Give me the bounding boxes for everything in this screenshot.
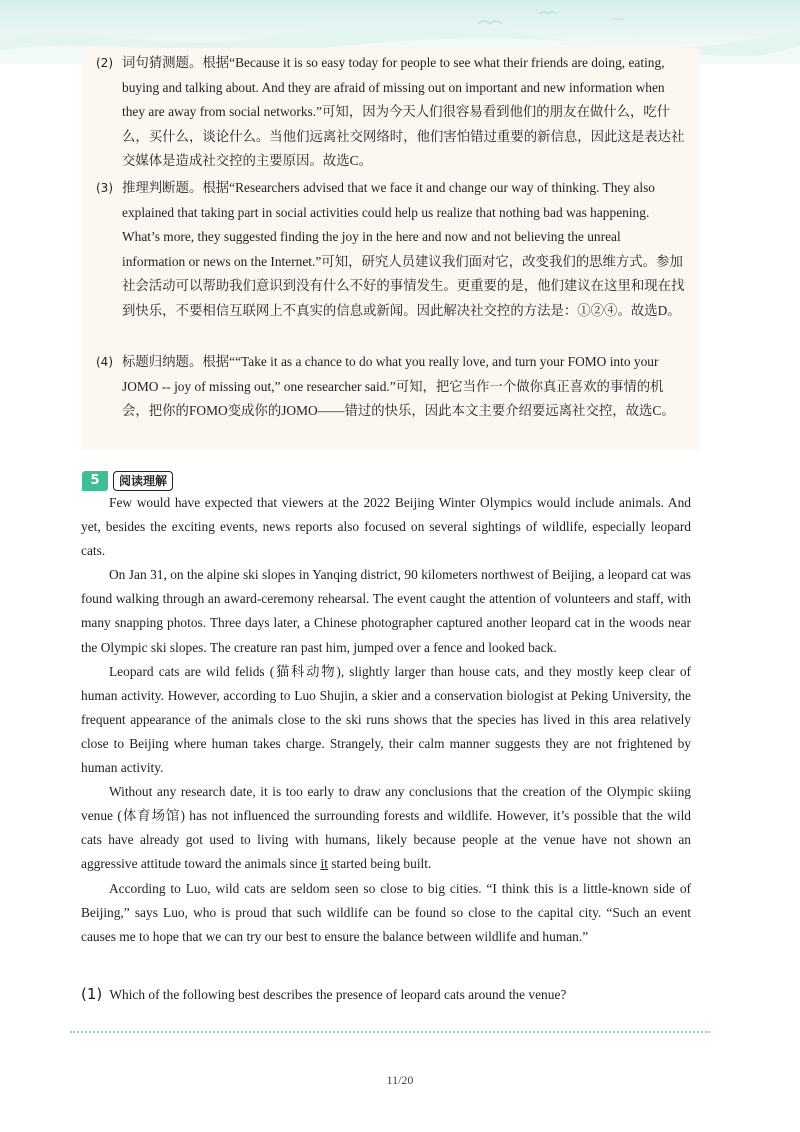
passage-paragraph: Few would have expected that viewers at the 2022 Beijing Winter Olympics would include animals. And yet, besides the exciting events, news reports also focused on several sightings of wildlife, especially leopard cats. (81, 495, 691, 559)
dotted-divider (70, 1031, 710, 1033)
explanation-item (96, 176, 686, 324)
explanation-number: (3) (96, 181, 113, 195)
passage-paragraph: According to Luo, wild cats are seldom seen so close to big cities. “I think this is a little-known side of Beijing,” says Luo, who is proud that such wildlife can be found so close to the capital city. “Such an event causes me to hope that we can try our best to ensure the balance between wildlife and human.” (81, 880, 691, 944)
question-number: (1) (81, 985, 103, 1003)
question-number-badge: 5 (82, 471, 108, 491)
reading-passage (81, 491, 691, 949)
explanation-item (96, 51, 686, 174)
passage-paragraph: On Jan 31, on the alpine ski slopes in Yanqing district, 90 kilometers northwest of Beijing, a leopard cat was found walking through an award-ceremony rehearsal. The event caught the attention of volunteers and staff, with many snapping photos. Three days later, a Chinese photographer captured another leopard cat in the woods near the Olympic ski slopes. The creature ran past him, jumped over a fence and looked back. (81, 567, 691, 655)
page-number: 11/20 (386, 1073, 414, 1087)
passage-text: started being built. (327, 856, 432, 872)
question-text: Which of the following best describes the presence of leopard cats around the venue? (109, 987, 567, 1002)
question-type-tag: 阅读理解 (113, 471, 173, 491)
passage-paragraph: Leopard cats are wild felids (猫科动物), slightly larger than house cats, and they mostly keep clear of human activity. However, according to Luo Shujin, a skier and a conservation biologist at Peking University, the frequent appearance of the animals close to the ski runs shows that the species has lived in this area relatively close to Beijing where human takes charge. Strangely, their calm manner suggests they are not frightened by human activity. (81, 663, 691, 776)
explanation-number: (2) (96, 56, 113, 70)
explanation-text: 词句猜测题。根据“Because it is so easy today for people to see what their friends are doing, eating, buying and talking about. And they are afraid of missing out on important and new information when they are away from social networks.”可知，因为今天人们很容易看到他们的朋友在做什么，吃什么，买什么，谈论什么。当他们远离社交网络时，他们害怕错过重要的新信息，因此这是表达社交媒体是造成社交控的主要原因。故选C。 (122, 55, 685, 169)
underlined-word: it (320, 856, 328, 872)
explanation-text: 推理判断题。根据“Researchers advised that we face it and change our way of thinking. They also explained that taking part in social activities could help us realize that nothing bad was happening. What’s more, they suggested finding the joy in the here and now and not believing the unreal information or news on the Internet.”可知，研究人员建议我们面对它，改变我们的思维方式。参加社会活动可以帮助我们意识到没有什么不好的事情发生。更重要的是，他们建议在这里和现在找到快乐，不要相信互联网上不真实的信息或新闻。因此解决社交控的方法是：①②④。故选D。 (122, 180, 685, 318)
passage-paragraph (81, 780, 691, 876)
explanation-text: 标题归纳题。根据““Take it as a chance to do what you really love, and turn your FOMO into your JOMO -- joy of missing out,” one researcher said.”可知，把它当作一个做你真正喜欢的事情的机会，把你的FOMO变成你的JOMO——错过的快乐，因此本文主要介绍要远离社交控，故选C。 (122, 354, 675, 419)
explanation-number: (4) (96, 355, 113, 369)
question-item (81, 982, 701, 1007)
passage-text: Without any research date, it is too early to draw any conclusions that the creation of the Olympic skiing venue (体育场馆) has not influenced the surrounding forests and wildlife. However, it’s possible that the wild cats have already got used to living with humans, likely because people at the venue have not shown an aggressive attitude toward the animals since (81, 784, 691, 872)
explanation-item (96, 350, 686, 424)
